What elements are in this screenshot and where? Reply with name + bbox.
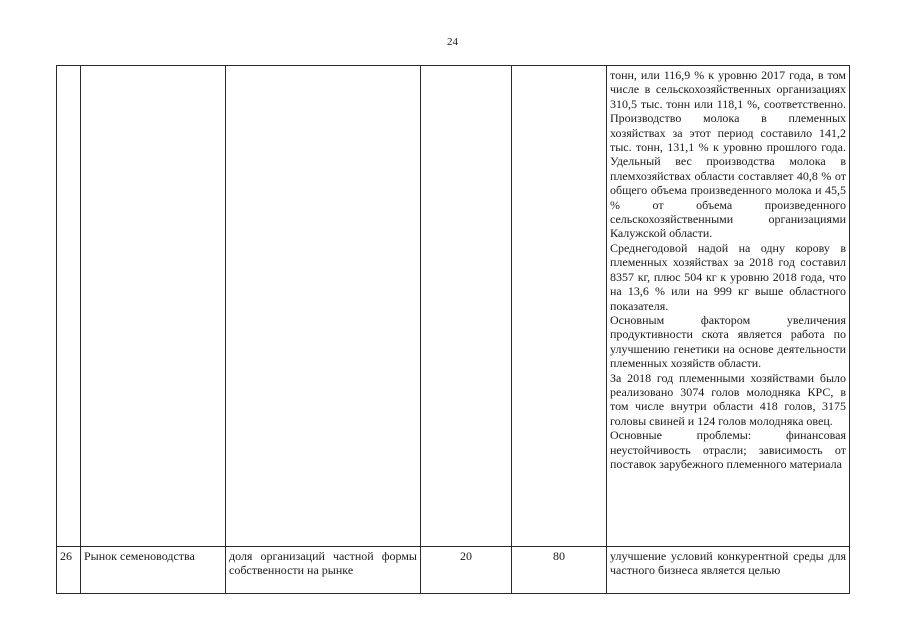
description-paragraph: Среднегодовой надой на одну корову в племенных хозяйствах за 2018 год составил 8357 кг, плюс 504 кг к уровню 2018 года, что на 13,6 % или на 999 кг выше областного показателя.	[610, 240, 846, 313]
cell-number-empty	[57, 66, 81, 547]
cell-indicator	[226, 547, 421, 594]
description-26: улучшение условий конкурентной среды для частного бизнеса является целью	[610, 549, 846, 578]
description-paragraph: Основным фактором увеличения продуктивности скота является работа по улучшению генетики на основе деятельности племенных хозяйств области.	[610, 312, 846, 371]
table-row-continuation	[57, 66, 850, 547]
description-paragraph: За 2018 год племенными хозяйствами было реализовано 3074 голов молодняка КРС, в том числе внутри области 418 голов, 3175 головы свиней и 124 голов молодняка овец.	[610, 370, 846, 428]
cell-indicator-empty	[226, 66, 421, 547]
description-paragraph: Основные проблемы: финансовая неустойчивость отрасли; зависимость от поставок зарубежного племенного материала	[610, 428, 846, 471]
description-text	[607, 66, 849, 471]
indicator-text: доля организаций частной формы собственности на рынке	[229, 549, 417, 578]
cell-value-2018	[421, 547, 512, 594]
value-2018: 20	[460, 549, 472, 563]
description-paragraph: тонн, или 116,9 % к уровню 2017 года, в том числе в сельскохозяйственных организациях 310,5 тыс. тонн или 118,1 %, соответственно. Производство молока в племенных хозяйствах за этот период составило 141,2 тыс. тонн, 131,1 % к уровню прошлого года. Удельный вес производства молока в племхозяйствах области составляет 40,8 % от общего объема произведенного молока и 45,5 % от объема произведенного сельскохозяйственными организациями Калужской области.	[610, 68, 846, 241]
cell-description-26	[607, 547, 850, 594]
cell-value-2018-empty	[421, 66, 512, 547]
table-row-26	[57, 547, 850, 594]
market-name: Рынок семеноводства	[84, 549, 195, 563]
cell-market	[81, 547, 226, 594]
cell-description	[607, 66, 850, 547]
market-table	[56, 65, 850, 594]
page-number: 24	[447, 36, 458, 48]
cell-row-number	[57, 547, 81, 594]
cell-value-target-empty	[512, 66, 607, 547]
cell-value-target	[512, 547, 607, 594]
row-number: 26	[60, 549, 72, 563]
cell-market-empty	[81, 66, 226, 547]
value-target: 80	[553, 549, 565, 563]
